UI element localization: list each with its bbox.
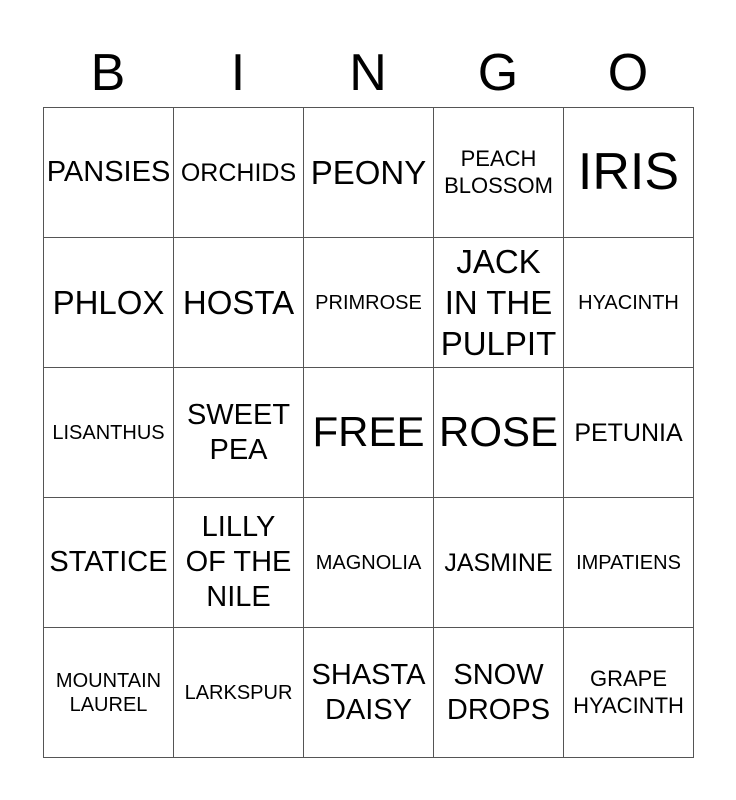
bingo-cell[interactable] [174,498,304,628]
board-row-1 [44,108,694,238]
cell-label: SWEET PEA [186,398,291,466]
cell-label: HOSTA [182,283,295,321]
cell-label: HYACINTH [578,291,679,314]
cell-label: JACK IN THE PULPIT [440,242,557,363]
cell-label: IRIS [577,143,680,202]
bingo-cell[interactable] [44,498,174,628]
cell-label: MOUNTAIN LAUREL [55,669,162,716]
cell-label: JASMINE [444,548,553,577]
board-row-5 [44,628,694,758]
bingo-cell[interactable] [434,108,564,238]
cell-label: MAGNOLIA [315,551,422,574]
bingo-cell[interactable] [304,628,434,758]
cell-label: LISANTHUS [52,421,165,444]
bingo-cell[interactable] [304,498,434,628]
board-row-2 [44,238,694,368]
cell-label: PHLOX [52,283,165,321]
header-letter-g: G [477,44,519,102]
bingo-cell[interactable] [174,628,304,758]
board-row-4 [44,498,694,628]
bingo-cell[interactable] [304,108,434,238]
bingo-board [43,107,694,758]
cell-label: STATICE [49,546,168,579]
cell-label: PRIMROSE [315,291,422,314]
bingo-cell[interactable] [434,238,564,368]
cell-label: LARKSPUR [184,681,293,704]
cell-label: PEONY [310,153,427,191]
header-letter-i: I [230,44,246,102]
cell-label: ORCHIDS [180,158,297,187]
cell-label: IMPATIENS [576,551,681,574]
bingo-cell[interactable] [174,108,304,238]
bingo-cell[interactable] [434,628,564,758]
bingo-cell[interactable] [434,368,564,498]
free-space-cell[interactable] [304,368,434,498]
bingo-cell[interactable] [564,238,694,368]
bingo-cell[interactable] [564,628,694,758]
cell-label: PETUNIA [574,418,683,447]
bingo-cell[interactable] [174,368,304,498]
bingo-cell[interactable] [564,498,694,628]
header-letter-o: O [607,44,649,102]
board-row-3 [44,368,694,498]
cell-label: PANSIES [46,156,171,189]
bingo-cell[interactable] [564,368,694,498]
bingo-header [43,40,693,106]
header-letter-n: N [349,44,387,102]
free-space-label: FREE [312,408,425,456]
cell-label: GRAPE HYACINTH [573,666,684,718]
bingo-cell[interactable] [44,368,174,498]
header-letter-b: B [90,44,126,102]
bingo-cell[interactable] [564,108,694,238]
bingo-cell[interactable] [44,238,174,368]
cell-label: SHASTA DAISY [311,658,426,726]
bingo-cell[interactable] [44,108,174,238]
cell-label: SNOW DROPS [446,658,551,726]
bingo-cell[interactable] [44,628,174,758]
bingo-cell[interactable] [434,498,564,628]
bingo-cell[interactable] [174,238,304,368]
cell-label: PEACH BLOSSOM [444,146,553,198]
cell-label: LILLY OF THE NILE [185,511,292,613]
bingo-cell[interactable] [304,238,434,368]
cell-label: ROSE [438,408,559,456]
